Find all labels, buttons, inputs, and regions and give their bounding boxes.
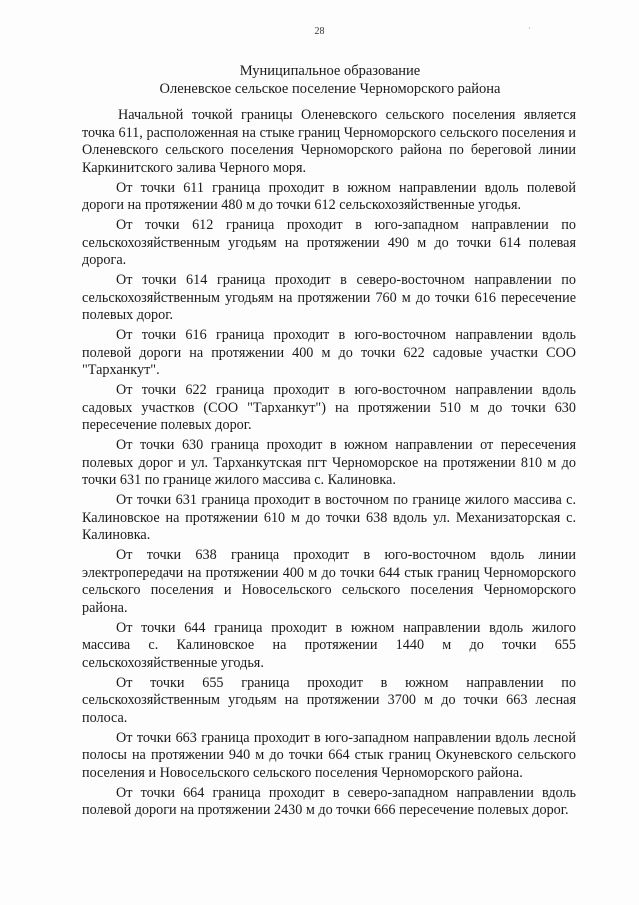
heading-line-1: Муниципальное образование — [239, 63, 421, 79]
document-body — [82, 107, 576, 822]
paragraph: От точки 664 граница проходит в северо-западном направлении вдоль полевой дороги на протяжении 2430 м до точки 666 пересечение полевых дорог. — [82, 784, 576, 818]
paragraph: От точки 612 граница проходит в юго-западном направлении по сельскохозяйственным угодьям на протяжении 490 м до точки 614 полевая дорога. — [82, 217, 576, 268]
paragraph: От точки 611 граница проходит в южном направлении вдоль полевой дороги на протяжении 480 м до точки 612 сельскохозяйственные угодья. — [82, 179, 576, 213]
paragraph-intro: Начальной точкой границы Оленевского сельского поселения является точка 611, расположенная на стыке границ Черноморского сельского поселения и Оленевского сельского поселения Черноморского района по береговой линии Каркинитского залива Черного моря. — [82, 107, 576, 176]
document-heading — [60, 62, 600, 98]
heading-line-2: Оленевское сельское поселение Черноморского района — [159, 81, 501, 97]
paragraph: От точки 622 граница проходит в юго-восточном направлении вдоль садовых участков (СОО "Тарханкут") на протяжении 510 м до точки 630 пересечение полевых дорог. — [82, 382, 576, 433]
paragraph: От точки 630 граница проходит в южном направлении от пересечения полевых дорог и ул. Тарханкутская пгт Черноморское на протяжении 810 м до точки 631 по границе жилого массива с. Калиновка. — [82, 437, 576, 488]
scan-speck: · — [528, 24, 531, 33]
paragraph: От точки 631 граница проходит в восточном по границе жилого массива с. Калиновское на протяжении 610 м до точки 638 вдоль ул. Механизаторская с. Калиновка. — [82, 492, 576, 543]
paragraph: От точки 655 граница проходит в южном направлении по сельскохозяйственным угодьям на протяжении 3700 м до точки 663 лесная полоса. — [82, 674, 576, 726]
page-number: 28 — [314, 26, 325, 37]
paragraph: От точки 644 граница проходит в южном направлении вдоль жилого массива с. Калиновское на протяжении 1440 м до точки 655 сельскохозяйственные угодья. — [82, 619, 576, 671]
paragraph: От точки 614 граница проходит в северо-восточном направлении по сельскохозяйственным угодьям на протяжении 760 м до точки 616 пересечение полевых дорог. — [82, 272, 576, 323]
paragraph: От точки 616 граница проходит в юго-восточном направлении вдоль полевой дороги на протяжении 400 м до точки 622 садовые участки СОО "Тарханкут". — [82, 327, 576, 378]
paragraph: От точки 638 граница проходит в юго-восточном вдоль линии электропередачи на протяжении 400 м до точки 644 стык границ Черноморского сельского поселения и Новосельского сельского поселения Черноморского района. — [82, 547, 576, 616]
paragraph: От точки 663 граница проходит в юго-западном направлении вдоль лесной полосы на протяжении 940 м до точки 664 стык границ Окуневского сельского поселения и Новосельского сельского поселения Черноморского района. — [82, 729, 576, 781]
